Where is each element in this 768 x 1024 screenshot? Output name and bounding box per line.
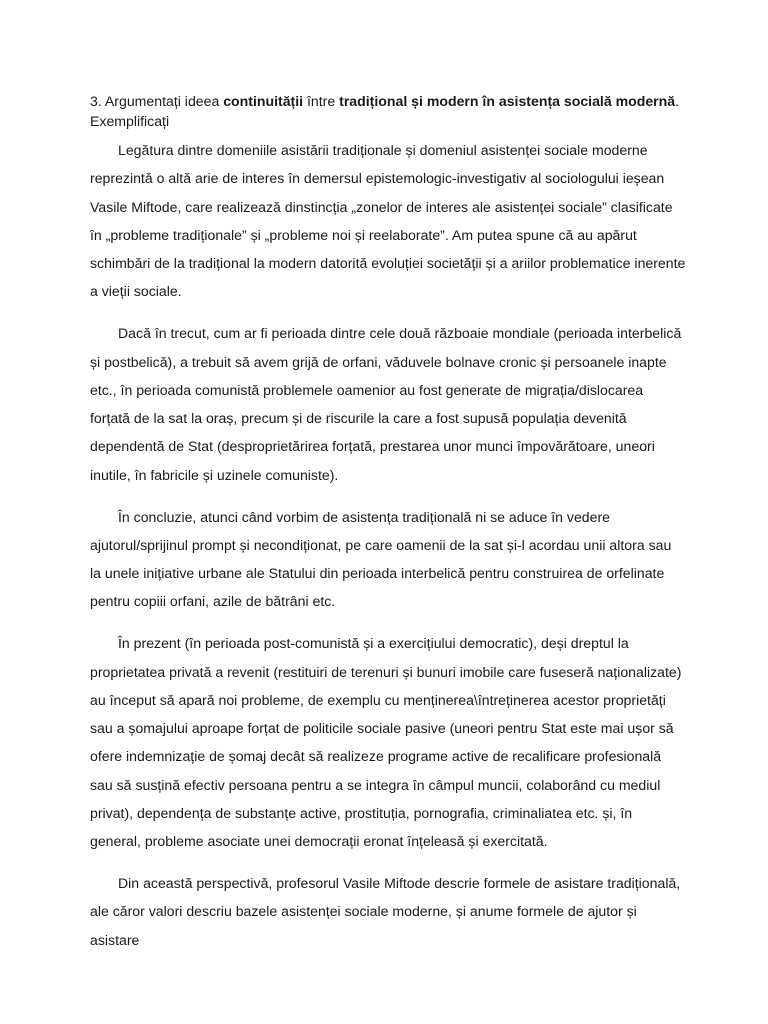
question-exemplify: Exemplificați bbox=[90, 113, 170, 129]
question-text-part3: . bbox=[675, 93, 680, 109]
paragraph: Dacă în trecut, cum ar fi perioada dintre cele două războaie mondiale (perioada interbelică și postbelică), a trebuit să avem grijă de orfani, văduvele bolnave cronic și persoanele inapte etc., în perioada comunistă problemele oamenior au fost generate de migrația/dislocarea forțată de la sat la oraș, precum și de riscurile la care a fost supusă populația devenită dependentă de Stat (desproprietărirea forțată, prestarea unor munci împovărătoare, uneori inutile, în fabricile și uzinele comuniste). bbox=[90, 325, 682, 483]
question-number: 3. bbox=[90, 93, 102, 109]
paragraph: Legătura dintre domeniile asistării tradiționale și domeniul asistenței sociale moderne reprezintă o altă arie de interes în demersul epistemologic-investigativ al sociologului ieșean Vasile Miftode, care realizează dinstincția „zonelor de interes ale asistenței sociale” clasificate în „probleme tradiționale” și „probleme noi și reelaborate”. Am putea spune că au apărut schimbări de la tradițional la modern datorită evoluției societății și a ariilor problematice inerente a vieții sociale. bbox=[90, 142, 686, 300]
question-bold-topic: tradițional și modern în asistența socială modernă bbox=[339, 93, 676, 109]
question-text-part2: între bbox=[307, 93, 336, 109]
question-text-part1: Argumentați ideea bbox=[104, 93, 220, 109]
paragraph: În concluzie, atunci când vorbim de asistența tradițională ni se aduce în vedere ajutorul/sprijinul prompt și necondiționat, pe care oamenii de la sat și-l acordau unii altora sau la unele inițiative urbane ale Statului din perioada interbelică pentru construirea de orfelinate pentru copiii orfani, azile de bătrâni etc. bbox=[90, 508, 672, 610]
question-bold-continuity: continuității bbox=[223, 93, 304, 109]
paragraph: În prezent (în perioada post-comunistă și a exercițiului democratic), deși dreptul la proprietatea privată a revenit (restituiri de terenuri și bunuri imobile care fuseseră naționalizate) au început să apară noi probleme, de exemplu cu menținerea\întreținerea acestor proprietăți sau a șomajului aproape forțat de politicile sociale pasive (uneori pentru Stat este mai ușor să ofere indemnizație de șomaj decât să realizeze programe active de recalificare profesională sau să susțină efectiv persoana pentru a se integra în câmpul muncii, colaborând cu mediul privat), dependența de substanțe active, prostituția, pornografia, criminaliatea etc. și, în general, probleme asociate unei democrații eronat înțeleasă și exercitată. bbox=[90, 635, 682, 850]
document-body bbox=[90, 91, 686, 968]
paragraph: Din această perspectivă, profesorul Vasile Miftode descrie formele de asistare tradițională, ale căror valori descriu bazele asistenței sociale moderne, și anume formele de ajutor și asistare bbox=[90, 875, 681, 948]
question-heading bbox=[90, 91, 686, 131]
